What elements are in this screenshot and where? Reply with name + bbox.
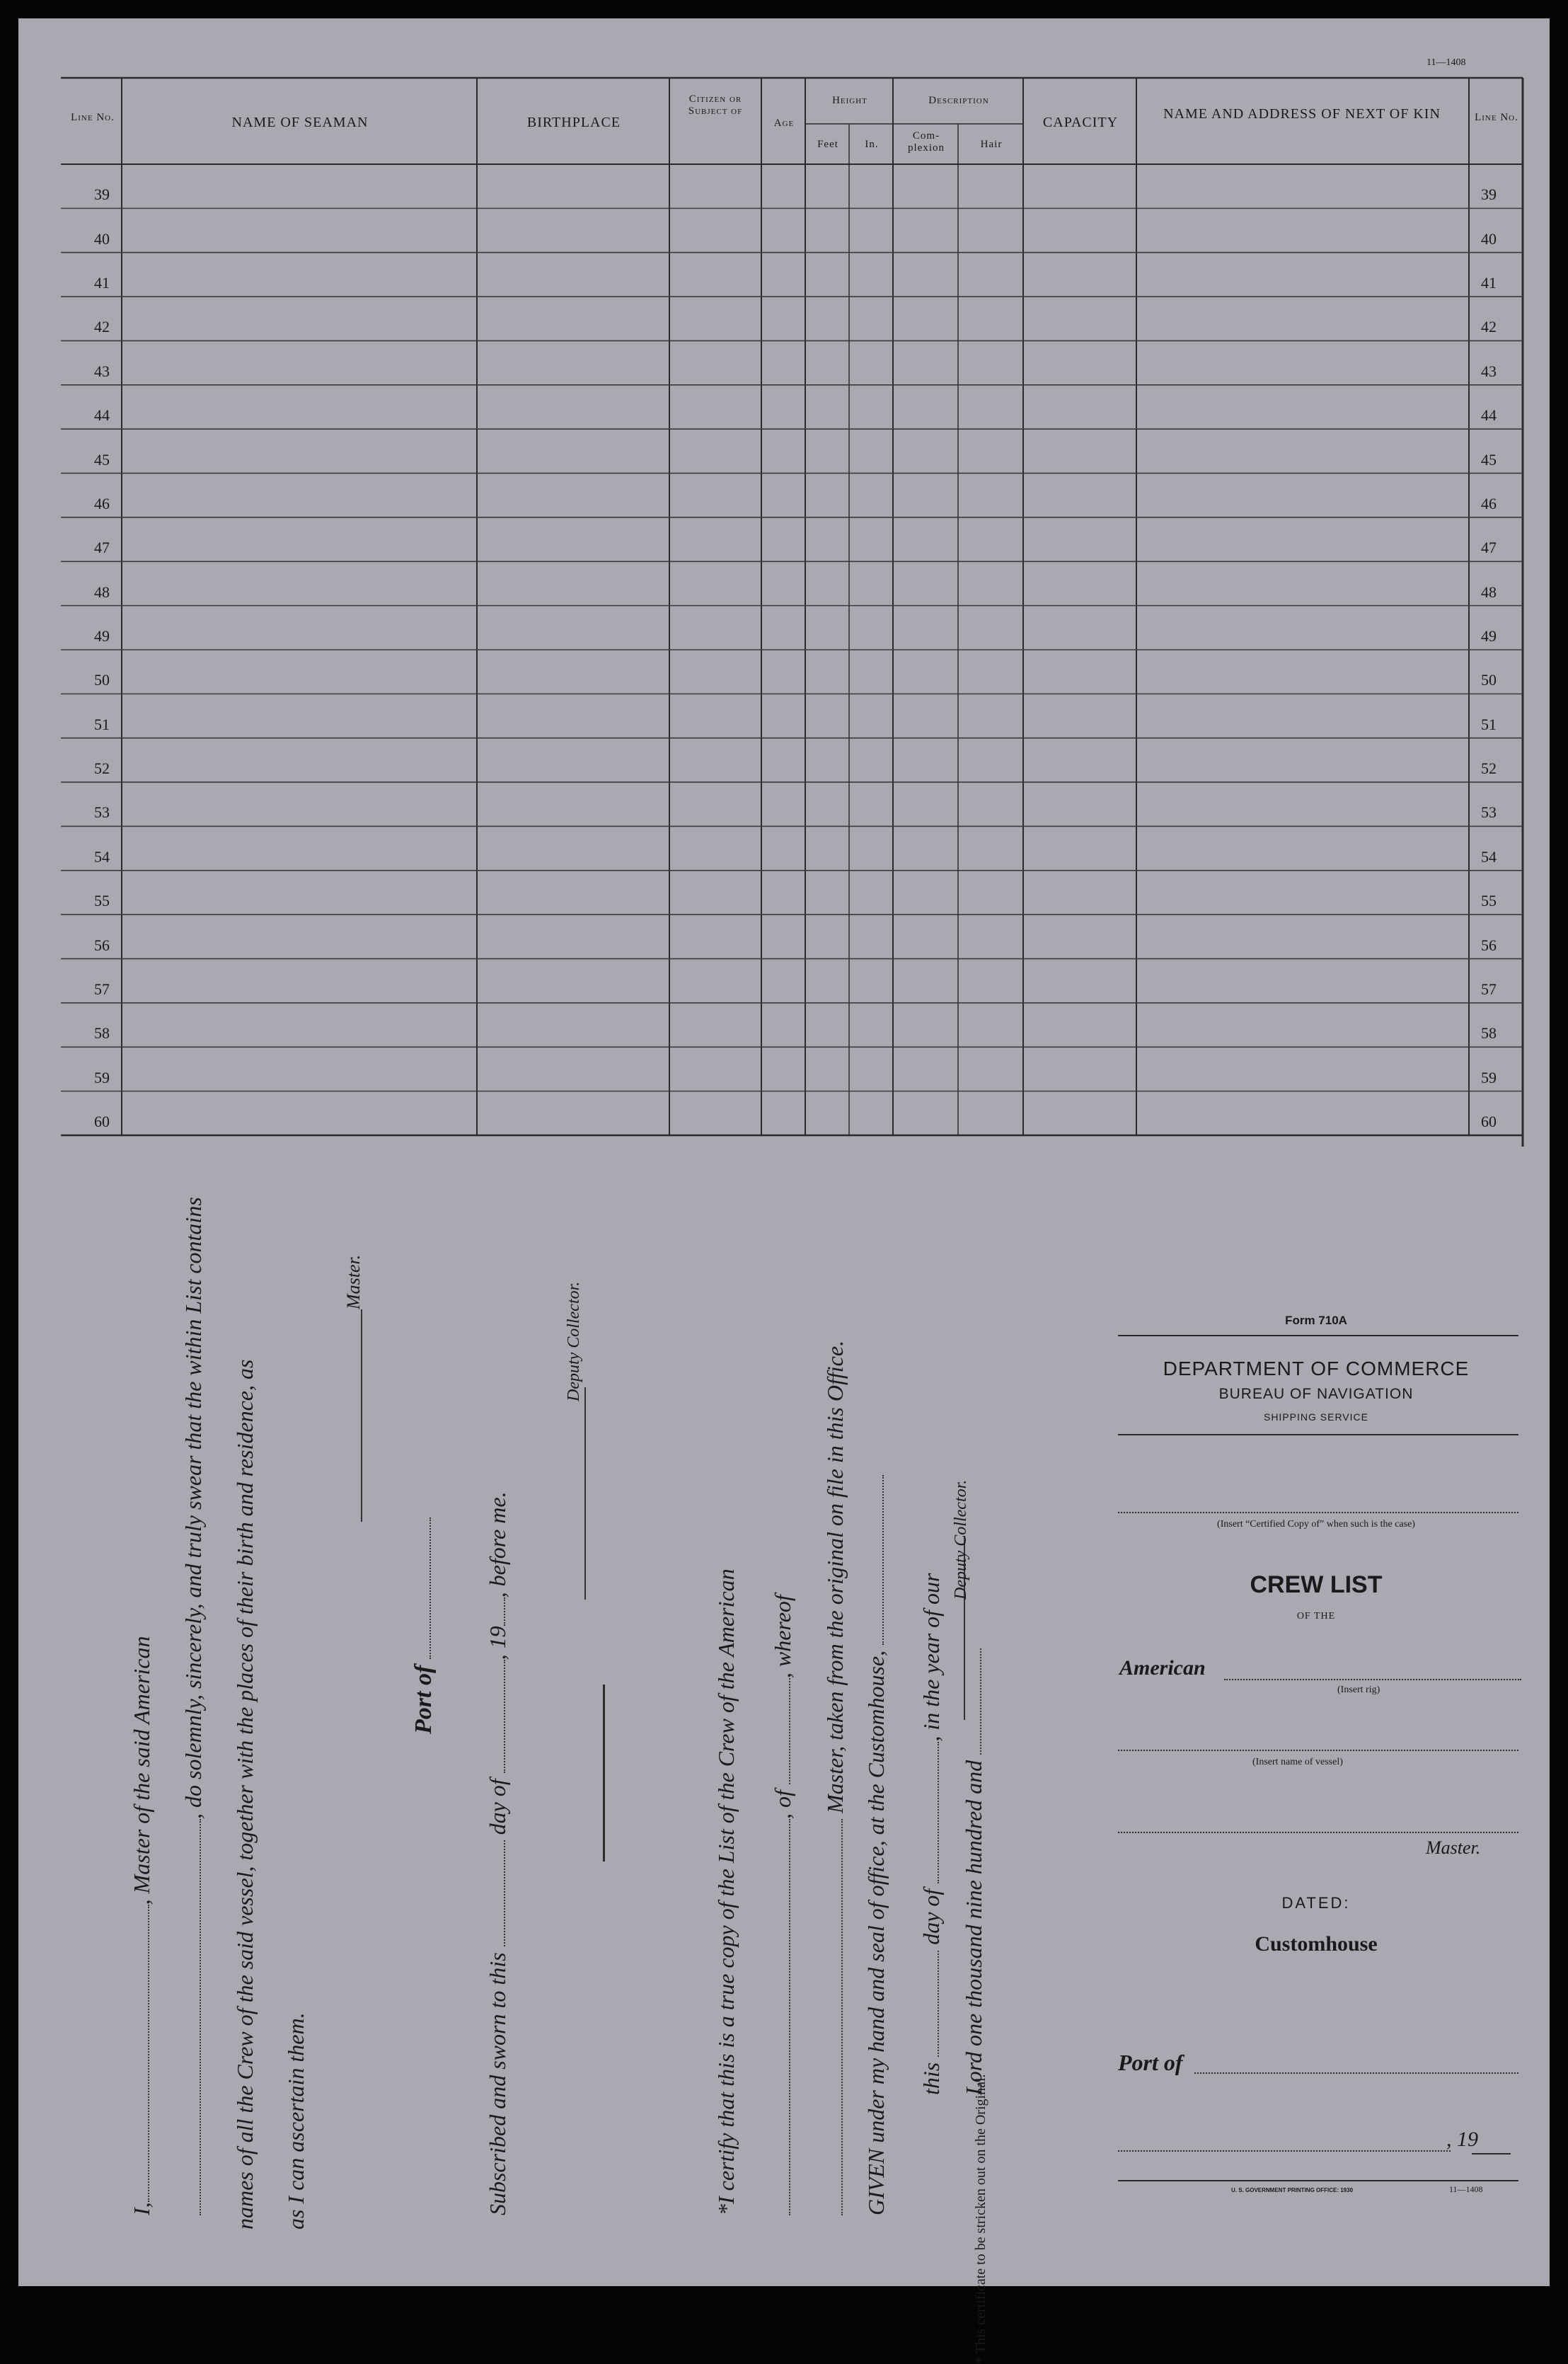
- certify-line: *I certify that this is a true copy of the List of the Crew of the American: [713, 1568, 739, 2215]
- header-height: Height: [832, 95, 867, 106]
- crew-list-title: CREW LIST: [1250, 1571, 1383, 1598]
- lord-line: Lord one thousand nine hundred and: [961, 1648, 987, 2095]
- row-number-left: 55: [94, 892, 110, 910]
- given-year-blank[interactable]: [980, 1648, 981, 1755]
- american-label: American: [1119, 1656, 1206, 1680]
- cover-nineteen: , 19: [1446, 2128, 1478, 2151]
- certified-copy-blank[interactable]: [1118, 1512, 1518, 1513]
- master-taken-line: Master, taken from the original on file in this Office.: [822, 1341, 848, 2215]
- row-number-left: 58: [94, 1024, 110, 1043]
- deputy-collector-label-1: Deputy Collector.: [565, 1281, 583, 1401]
- form-code-bottom: 11—1408: [1449, 2184, 1483, 2194]
- row-number-left: 48: [94, 583, 110, 601]
- master-signature-line[interactable]: [361, 1309, 362, 1522]
- subscribed-year-blank[interactable]: [504, 1597, 505, 1626]
- form-number: Form 710A: [1285, 1314, 1347, 1327]
- row-number-right: 41: [1481, 274, 1497, 292]
- row-number-left: 53: [94, 803, 110, 822]
- row-number-right: 43: [1481, 362, 1497, 380]
- certify-master-blank[interactable]: [841, 1819, 843, 2215]
- insert-rig-note: (Insert rig): [1337, 1685, 1380, 1695]
- header-line-no-left: Line No.: [71, 112, 115, 123]
- row-number-right: 55: [1481, 892, 1497, 910]
- row-number-right: 54: [1481, 847, 1497, 866]
- row-number-left: 52: [94, 759, 110, 778]
- name-blank[interactable]: [148, 1905, 149, 2202]
- header-hair: Hair: [980, 139, 1003, 150]
- master-name-blank[interactable]: [1118, 1832, 1518, 1833]
- port-of-label: Port of: [410, 1517, 437, 1734]
- header-citizen: Citizen or Subject of: [688, 93, 743, 117]
- rig-blank[interactable]: [1224, 1679, 1521, 1680]
- bureau-title: BUREAU OF NAVIGATION: [1218, 1386, 1414, 1402]
- row-number-right: 58: [1481, 1024, 1497, 1043]
- subscribed-month-blank[interactable]: [504, 1660, 505, 1773]
- footnote: * This certificate to be stricken out on the Original.: [973, 2074, 988, 2364]
- crew-table-grid: [0, 0, 1568, 1147]
- given-day-blank[interactable]: [938, 1951, 939, 2057]
- row-number-left: 54: [94, 847, 110, 866]
- deputy-signature-line-1[interactable]: [584, 1387, 586, 1600]
- row-number-left: 46: [94, 494, 110, 512]
- row-number-right: 47: [1481, 539, 1497, 557]
- subscribed-day-blank[interactable]: [504, 1840, 505, 1946]
- cover-date-blank[interactable]: [1118, 2150, 1451, 2152]
- header-complexion: Com- plexion: [908, 130, 945, 154]
- row-number-right: 48: [1481, 583, 1497, 601]
- port-blank[interactable]: [430, 1517, 431, 1659]
- row-number-left: 43: [94, 362, 110, 380]
- row-number-left: 59: [94, 1068, 110, 1086]
- row-number-left: 44: [94, 406, 110, 425]
- row-number-right: 44: [1481, 406, 1497, 425]
- customhouse-blank[interactable]: [882, 1475, 884, 1645]
- cover-year-blank[interactable]: [1472, 2153, 1511, 2154]
- row-number-right: 53: [1481, 803, 1497, 822]
- insert-vessel-note: (Insert name of vessel): [1252, 1757, 1343, 1767]
- header-capacity: CAPACITY: [1042, 115, 1119, 130]
- cover-master-label: Master.: [1426, 1837, 1481, 1858]
- row-number-right: 60: [1481, 1113, 1497, 1130]
- subscribed-line: Subscribed and sworn to this day of , 19, before me.: [485, 1491, 510, 2215]
- header-line-no-right: Line No.: [1475, 112, 1518, 123]
- row-number-left: 41: [94, 274, 110, 292]
- affidavit-line-4: as I can ascertain them.: [283, 2012, 309, 2230]
- row-number-right: 51: [1481, 715, 1497, 733]
- header-next-of-kin: NAME AND ADDRESS OF NEXT OF KIN: [1163, 106, 1441, 122]
- row-number-right: 56: [1481, 936, 1497, 954]
- given-month-blank[interactable]: [938, 1742, 939, 1883]
- row-number-right: 50: [1481, 671, 1497, 689]
- row-number-left: 51: [94, 715, 110, 733]
- cover-panel: [1104, 1267, 1528, 2201]
- of-the-label: OF THE: [1296, 1611, 1336, 1622]
- header-name-of-seaman: NAME OF SEAMAN: [231, 115, 369, 130]
- dated-label: DATED:: [1281, 1894, 1351, 1912]
- row-number-left: 57: [94, 980, 110, 998]
- vessel-name-blank[interactable]: [1118, 1750, 1518, 1751]
- row-number-left: 49: [94, 627, 110, 645]
- this-day-line: this day of , in the year of our: [918, 1573, 944, 2095]
- deputy-collector-label-2: Deputy Collector.: [952, 1479, 970, 1600]
- header-description: Description: [928, 95, 989, 106]
- section-divider: [603, 1685, 605, 1861]
- row-number-left: 45: [94, 450, 110, 469]
- cover-port-of-label: Port of: [1118, 2050, 1183, 2075]
- row-number-left: 47: [94, 539, 110, 557]
- customhouse-label: Customhouse: [1255, 1932, 1378, 1956]
- given-line: GIVEN under my hand and seal of office, at the Customhouse,: [863, 1475, 889, 2215]
- affidavit-line-1: I,, Master of the said American: [129, 1636, 154, 2215]
- row-number-left: 42: [94, 318, 110, 336]
- row-number-right: 57: [1481, 980, 1497, 998]
- header-birthplace: BIRTHPLACE: [526, 115, 621, 130]
- row-number-left: 56: [94, 936, 110, 954]
- row-number-left: 39: [94, 185, 110, 204]
- affidavit-line-3: names of all the Crew of the said vessel, together with the places of their birth and residence, as: [232, 1359, 258, 2230]
- insert-certified-note: (Insert “Certified Copy of” when such is the case): [1217, 1519, 1415, 1530]
- row-number-right: 45: [1481, 450, 1497, 469]
- row-number-right: 42: [1481, 318, 1497, 336]
- certify-vessel-blank[interactable]: [789, 1819, 790, 2215]
- row-number-right: 39: [1481, 185, 1497, 204]
- department-title: DEPARTMENT OF COMMERCE: [1163, 1358, 1470, 1379]
- printing-office: U. S. GOVERNMENT PRINTING OFFICE: 1930: [1231, 2187, 1354, 2193]
- vessel-blank[interactable]: [200, 1819, 201, 2215]
- row-number-right: 49: [1481, 627, 1497, 645]
- row-number-right: 59: [1481, 1068, 1497, 1086]
- affidavit-line-2: , do solemnly, sincerely, and truly swear that the within List contains: [180, 1197, 207, 2215]
- row-number-left: 40: [94, 229, 110, 248]
- of-whereof-line: , of , whereof: [770, 1595, 796, 2215]
- certify-port-blank[interactable]: [789, 1678, 790, 1784]
- header-age: Age: [773, 117, 795, 129]
- row-number-left: 60: [94, 1113, 110, 1130]
- form-code-top: 11—1408: [1426, 57, 1466, 68]
- header-inches: In.: [865, 139, 879, 150]
- row-number-left: 50: [94, 671, 110, 689]
- cover-port-blank[interactable]: [1194, 2072, 1518, 2074]
- row-number-right: 46: [1481, 494, 1497, 512]
- row-number-right: 40: [1481, 229, 1497, 248]
- service-title: SHIPPING SERVICE: [1263, 1411, 1368, 1423]
- master-label: Master.: [343, 1254, 364, 1309]
- row-number-right: 52: [1481, 759, 1497, 778]
- header-feet: Feet: [817, 139, 838, 150]
